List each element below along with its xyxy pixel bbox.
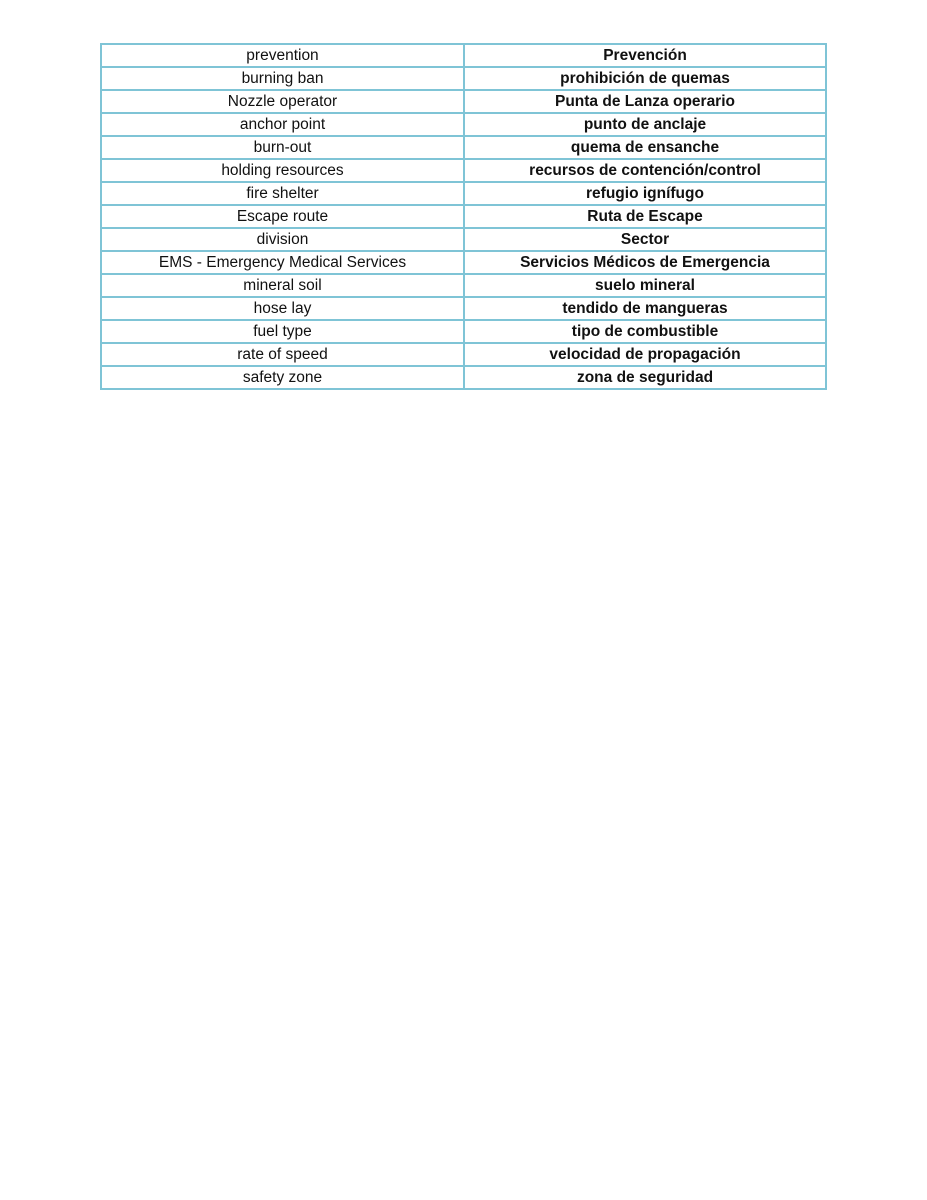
- term-spanish: prohibición de quemas: [464, 67, 826, 90]
- term-spanish: Servicios Médicos de Emergencia: [464, 251, 826, 274]
- term-english: prevention: [101, 44, 464, 67]
- term-spanish: refugio ignífugo: [464, 182, 826, 205]
- term-english: EMS - Emergency Medical Services: [101, 251, 464, 274]
- term-spanish: velocidad de propagación: [464, 343, 826, 366]
- term-spanish: recursos de contención/control: [464, 159, 826, 182]
- table-row: [101, 274, 826, 297]
- term-english: holding resources: [101, 159, 464, 182]
- glossary-table: [100, 43, 827, 390]
- term-spanish: Ruta de Escape: [464, 205, 826, 228]
- table-row: [101, 159, 826, 182]
- table-row: [101, 90, 826, 113]
- table-row: [101, 343, 826, 366]
- table-row: [101, 113, 826, 136]
- table-row: [101, 136, 826, 159]
- term-spanish: Sector: [464, 228, 826, 251]
- table-row: [101, 228, 826, 251]
- term-english: mineral soil: [101, 274, 464, 297]
- table-row: [101, 297, 826, 320]
- table-row: [101, 67, 826, 90]
- term-english: fuel type: [101, 320, 464, 343]
- table-row: [101, 182, 826, 205]
- glossary-table-body: [101, 44, 826, 389]
- term-spanish: tendido de mangueras: [464, 297, 826, 320]
- term-spanish: zona de seguridad: [464, 366, 826, 389]
- table-row: [101, 251, 826, 274]
- term-spanish: Punta de Lanza operario: [464, 90, 826, 113]
- term-spanish: Prevención: [464, 44, 826, 67]
- term-english: hose lay: [101, 297, 464, 320]
- term-english: burning ban: [101, 67, 464, 90]
- term-spanish: tipo de combustible: [464, 320, 826, 343]
- table-row: [101, 44, 826, 67]
- term-english: Nozzle operator: [101, 90, 464, 113]
- term-english: fire shelter: [101, 182, 464, 205]
- term-english: division: [101, 228, 464, 251]
- table-row: [101, 320, 826, 343]
- table-row: [101, 205, 826, 228]
- table-row: [101, 366, 826, 389]
- term-spanish: punto de anclaje: [464, 113, 826, 136]
- term-english: safety zone: [101, 366, 464, 389]
- term-spanish: suelo mineral: [464, 274, 826, 297]
- term-english: anchor point: [101, 113, 464, 136]
- term-english: Escape route: [101, 205, 464, 228]
- term-spanish: quema de ensanche: [464, 136, 826, 159]
- term-english: burn-out: [101, 136, 464, 159]
- term-english: rate of speed: [101, 343, 464, 366]
